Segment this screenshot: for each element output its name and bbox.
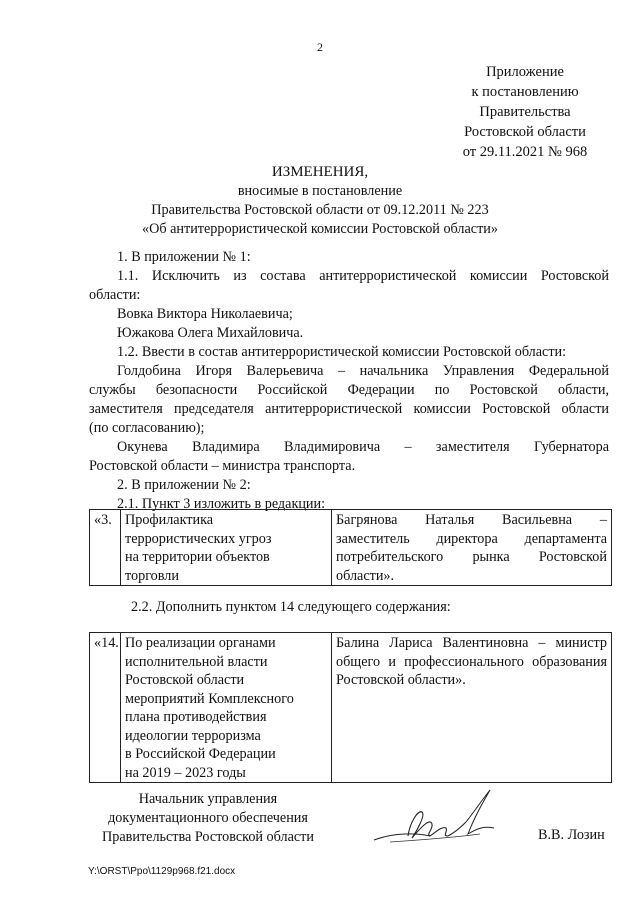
cell-line: Багрянова Наталья Васильевна – <box>336 512 607 528</box>
cell-line: на территории объектов <box>125 549 270 565</box>
paragraph: 2. В приложении № 2: <box>117 477 251 493</box>
item-description <box>121 510 332 586</box>
signatory-title <box>88 790 328 847</box>
item-description <box>121 633 332 783</box>
table-item-3 <box>89 509 612 586</box>
item-number: «3. <box>90 510 121 586</box>
appendix-line: от 29.11.2021 № 968 <box>462 144 588 160</box>
cell-line: заместитель директора департамента <box>336 530 607 547</box>
heading-line: вносимые в постановление <box>237 183 403 199</box>
paragraph: 2.1. Пункт 3 изложить в редакции: <box>117 496 326 512</box>
table-item-14 <box>89 632 612 783</box>
appendix-line: к постановлению <box>471 84 579 100</box>
cell-line: общего и профессионального образования <box>336 653 607 670</box>
paragraph: 1.1. Исключить из состава антитеррористической комиссии Ростовской <box>117 268 609 284</box>
heading-line: «Об антитеррористической комиссии Ростовской области» <box>142 221 498 237</box>
document-body <box>89 248 609 514</box>
cell-line: исполнительной власти <box>125 653 268 670</box>
cell-line: Ростовской области <box>125 672 245 688</box>
handwritten-signature <box>370 782 500 852</box>
table-row <box>90 510 612 586</box>
item-responsible <box>332 633 612 783</box>
paragraph: Окунева Владимира Владимировича – заместителя Губернатора <box>117 439 609 455</box>
cell-line: идеологии терроризма <box>125 727 261 744</box>
cell-line: террористических угроз <box>125 530 272 547</box>
cell-line: потребительского рынка Ростовской <box>336 549 607 565</box>
table-row <box>90 633 612 783</box>
cell-line: Ростовской области». <box>336 672 466 688</box>
item-responsible <box>332 510 612 586</box>
cell-line: торговли <box>125 567 179 584</box>
appendix-block <box>430 62 620 162</box>
appendix-line: Ростовской области <box>464 124 586 140</box>
file-path-footer: Y:\ORST\Ppo\1129p968.f21.docx <box>88 866 236 877</box>
cell-line: на 2019 – 2023 годы <box>125 764 246 781</box>
paragraph: Ростовской области – министра транспорта. <box>89 458 356 474</box>
cell-line: в Российской Федерации <box>125 746 276 762</box>
appendix-line: Правительства <box>479 104 571 120</box>
paragraph: (по согласованию); <box>89 420 205 436</box>
cell-line: плана противодействия <box>125 709 267 725</box>
heading-title: ИЗМЕНЕНИЯ, <box>271 164 369 180</box>
cell-line: По реализации органами <box>125 635 276 651</box>
appendix-line: Приложение <box>486 64 564 80</box>
paragraph: 2.2. Дополнить пунктом 14 следующего содержания: <box>131 599 451 615</box>
signatory-line: документационного обеспечения <box>108 810 308 826</box>
paragraph: заместителя председателя антитеррористической комиссии Ростовской области <box>89 401 609 417</box>
page-number: 2 <box>317 40 323 54</box>
paragraph: Южакова Олега Михайловича. <box>117 325 304 341</box>
signatory-line: Правительства Ростовской области <box>102 829 314 845</box>
heading-line: Правительства Ростовской области от 09.12.2011 № 223 <box>151 202 489 218</box>
cell-line: Профилактика <box>125 512 214 528</box>
document-heading <box>80 163 560 239</box>
signatory-name: В.В. Лозин <box>538 827 605 843</box>
paragraph: службы безопасности Российской Федерации по Ростовской области, <box>89 382 609 398</box>
cell-line: мероприятий Комплексного <box>125 690 294 707</box>
paragraph: Вовка Виктора Николаевича; <box>117 306 293 322</box>
paragraph: 1. В приложении № 1: <box>117 249 251 265</box>
cell-line: Балина Лариса Валентиновна – министр <box>336 635 607 651</box>
cell-line: области». <box>336 567 395 584</box>
paragraph: области: <box>89 287 141 303</box>
paragraph: 1.2. Ввести в состав антитеррористической комиссии Ростовской области: <box>117 344 567 360</box>
signatory-line: Начальник управления <box>138 791 278 807</box>
item-number: «14. <box>90 633 121 783</box>
paragraph: Голдобина Игоря Валерьевича – начальника Управления Федеральной <box>117 363 609 379</box>
